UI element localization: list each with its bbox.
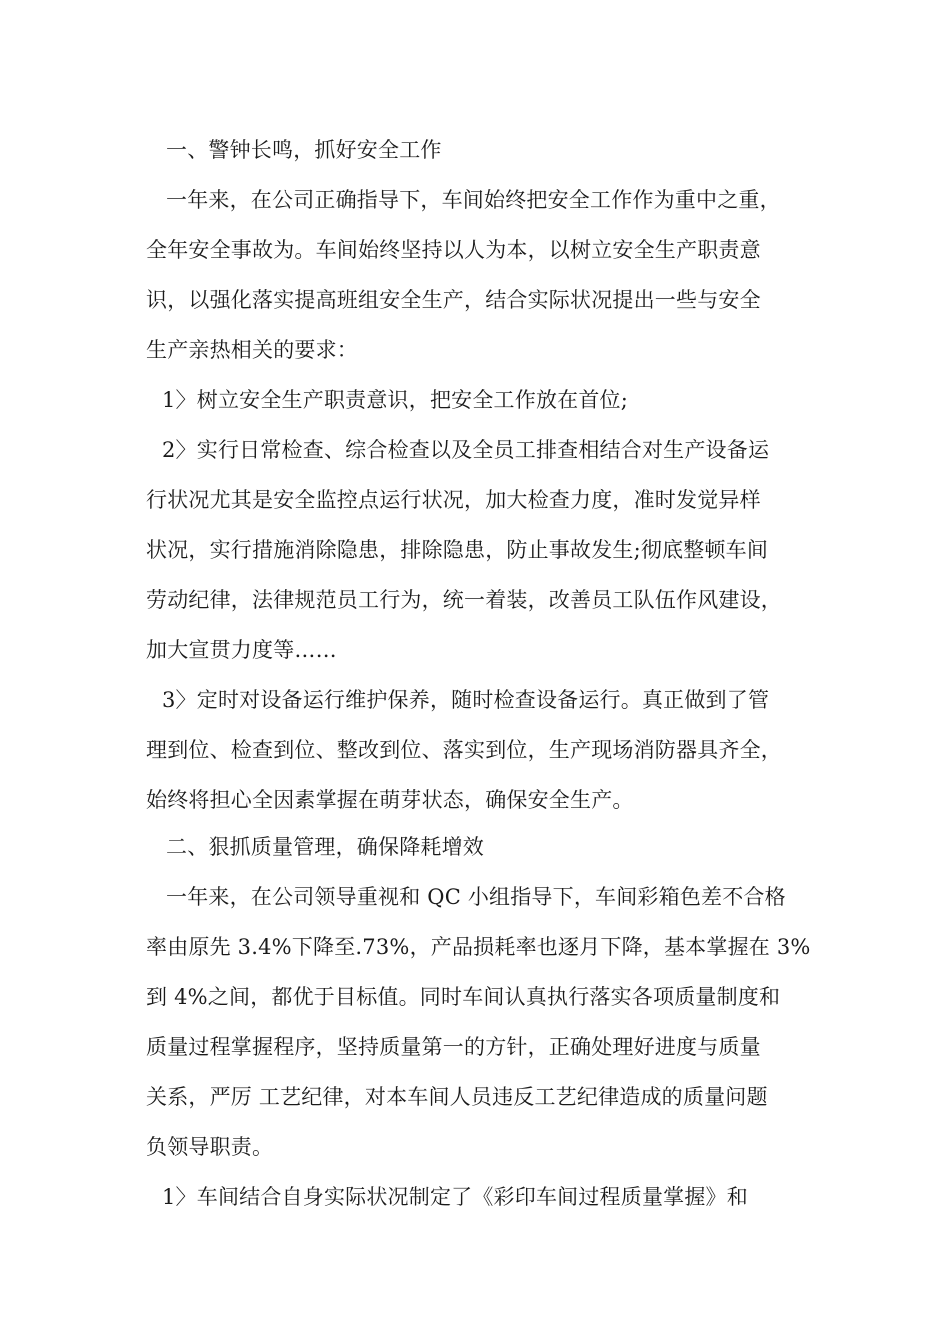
paragraph-line: 加大宣贯力度等……: [146, 638, 337, 662]
list-item: 1〉车间结合自身实际状况制定了《彩印车间过程质量掌握》和: [162, 1185, 748, 1209]
paragraph-line: 劳动纪律，法律规范员工行为，统一着装，改善员工队伍作风建设，: [146, 588, 782, 612]
paragraph-line: 始终将担心全因素掌握在萌芽状态，确保安全生产。: [146, 788, 634, 812]
paragraph-line: 一年来，在公司正确指导下，车间始终把安全工作作为重中之重，: [166, 188, 781, 212]
paragraph-line: 识，以强化落实提高班组安全生产，结合实际状况提出一些与安全: [146, 288, 761, 312]
paragraph-line: 率由原先 3.4%下降至.73%，产品损耗率也逐月下降，基本掌握在 3%: [146, 935, 811, 959]
paragraph-line: 负领导职责。: [146, 1135, 274, 1159]
paragraph-line: 理到位、检查到位、整改到位、落实到位，生产现场消防器具齐全，: [146, 738, 782, 762]
paragraph-line: 行状况尤其是安全监控点运行状况，加大检查力度，准时发觉异样: [146, 488, 761, 512]
paragraph-line: 到 4%之间，都优于目标值。同时车间认真执行落实各项质量制度和: [146, 985, 781, 1009]
paragraph-line: 状况，实行措施消除隐患，排除隐患，防止事故发生;彻底整顿车间: [146, 538, 769, 562]
section-heading-1: 一、警钟长鸣，抓好安全工作: [166, 138, 442, 162]
list-item: 3〉定时对设备运行维护保养，随时检查设备运行。真正做到了管: [162, 688, 770, 712]
section-heading-2: 二、狠抓质量管理，确保降耗增效: [166, 835, 484, 859]
paragraph-line: 质量过程掌握程序，坚持质量第一的方针，正确处理好进度与质量: [146, 1035, 761, 1059]
paragraph-line: 一年来，在公司领导重视和 QC 小组指导下，车间彩箱色差不合格: [166, 885, 786, 909]
paragraph-line: 全年安全事故为。车间始终坚持以人为本，以树立安全生产职责意: [146, 238, 761, 262]
list-item: 1〉树立安全生产职责意识，把安全工作放在首位;: [162, 388, 629, 412]
list-item: 2〉实行日常检查、综合检查以及全员工排查相结合对生产设备运: [162, 438, 770, 462]
paragraph-line: 生产亲热相关的要求：: [146, 338, 358, 362]
paragraph-line: 关系，严厉 工艺纪律，对本车间人员违反工艺纪律造成的质量问题: [146, 1085, 768, 1109]
